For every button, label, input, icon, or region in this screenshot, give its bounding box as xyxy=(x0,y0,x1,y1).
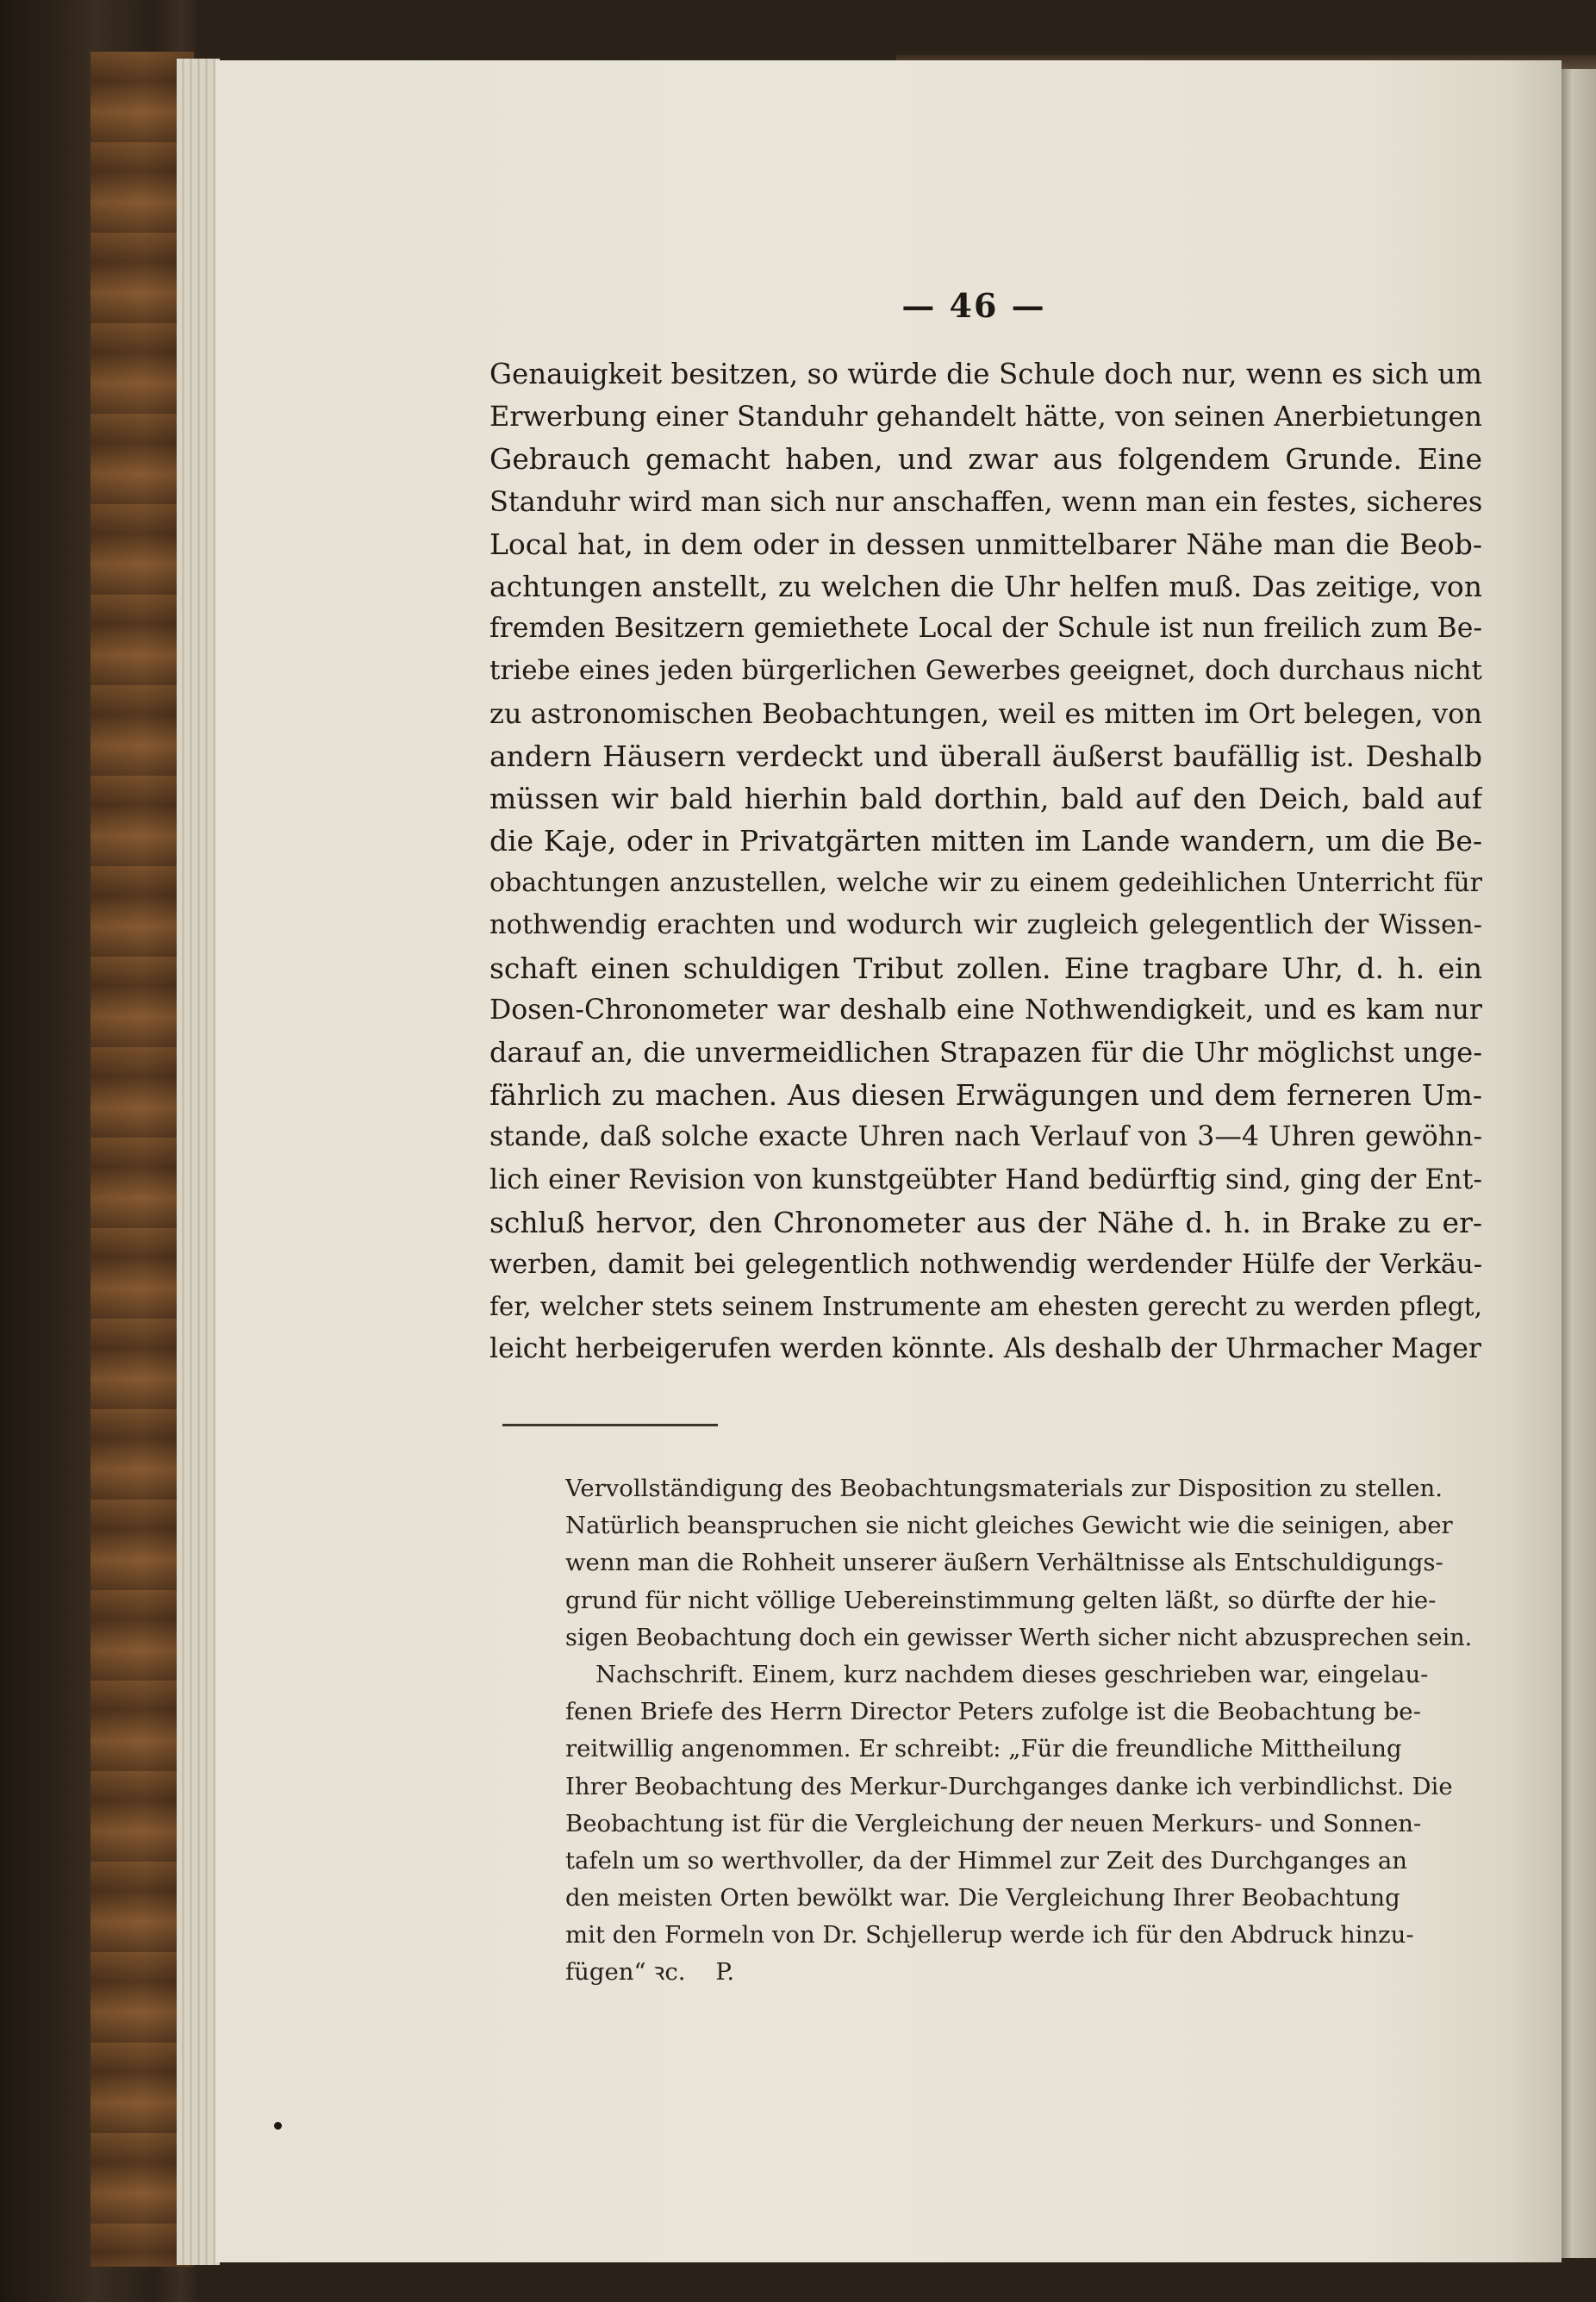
footnote-line: fügen“ ꝛc. P. xyxy=(565,1958,735,1987)
footnote-rule xyxy=(502,1424,718,1426)
footnote-line: mit den Formeln von Dr. Schjellerup werde ich für den Abdruck hinzu- xyxy=(565,1921,1414,1950)
body-line: Dosen-Chronometer war deshalb eine Nothwendigkeit, und es kam nur xyxy=(489,994,1482,1026)
body-line: lich einer Revision von kunstgeübter Hand bedürftig sind, ging der Ent- xyxy=(489,1163,1482,1195)
footnote-line: reitwillig angenommen. Er schreibt: „Für die freundliche Mittheilung xyxy=(565,1735,1402,1763)
footnote-line: Vervollständigung des Beobachtungsmaterials zur Disposition zu stellen. xyxy=(565,1475,1443,1502)
body-line: die Kaje, oder in Privatgärten mitten im Lande wandern, um die Be- xyxy=(489,824,1482,858)
body-line: nothwendig erachten und wodurch wir zugleich gelegentlich der Wissen- xyxy=(489,910,1482,941)
body-line: Local hat, in dem oder in dessen unmittelbarer Nähe man die Beob- xyxy=(489,527,1482,561)
body-line: andern Häusern verdeckt und überall äußerst baufällig ist. Deshalb xyxy=(489,739,1482,773)
body-line: stande, daß solche exacte Uhren nach Verlauf von 3—4 Uhren gewöhn- xyxy=(489,1121,1482,1153)
body-line: fer, welcher stets seinem Instrumente am ehesten gerecht zu werden pflegt, xyxy=(489,1292,1482,1322)
footnote-line: Ihrer Beobachtung des Merkur-Durchganges danke ich verbindlichst. Die xyxy=(565,1772,1453,1800)
body-line: schaft einen schuldigen Tribut zollen. Eine tragbare Uhr, d. h. ein xyxy=(489,951,1482,985)
body-line: darauf an, die unvermeidlichen Strapazen für die Uhr möglichst unge- xyxy=(489,1036,1482,1069)
facing-page-edge xyxy=(1562,69,1596,2258)
body-line: fremden Besitzern gemiethete Local der Schule ist nun freilich zum Be- xyxy=(489,613,1482,645)
body-line: schluß hervor, den Chronometer aus der Nähe d. h. in Brake zu er- xyxy=(489,1205,1482,1239)
body-line: Standuhr wird man sich nur anschaffen, wenn man ein festes, sicheres xyxy=(489,484,1482,518)
body-line: werben, damit bei gelegentlich nothwendig werdender Hülfe der Verkäu- xyxy=(489,1249,1482,1280)
body-line: Gebrauch gemacht haben, und zwar aus folgendem Grunde. Eine xyxy=(489,442,1482,477)
footnote-line: fenen Briefe des Herrn Director Peters zufolge ist die Beobachtung be- xyxy=(565,1698,1421,1726)
footnote-line: Beobachtung ist für die Vergleichung der neuen Merkurs- und Sonnen- xyxy=(565,1809,1422,1837)
footnote-line: tafeln um so werthvoller, da der Himmel zur Zeit des Durchganges an xyxy=(565,1846,1407,1875)
body-line: triebe eines jeden bürgerlichen Gewerbes geeignet, doch durchaus nicht xyxy=(489,655,1482,687)
footnote-line: grund für nicht völlige Uebereinstimmung gelten läßt, so dürfte der hie- xyxy=(565,1586,1437,1614)
body-line: zu astronomischen Beobachtungen, weil es mitten im Ort belegen, von xyxy=(489,696,1482,730)
footnote-line: Nachschrift. Einem, kurz nachdem dieses geschrieben war, eingelau- xyxy=(565,1660,1429,1688)
footnote xyxy=(565,1470,1475,1992)
ink-spot xyxy=(274,2122,282,2130)
body-text xyxy=(489,353,1482,1371)
footnote-line: Natürlich beanspruchen sie nicht gleiches Gewicht wie die seinigen, aber xyxy=(565,1512,1453,1540)
page-edges xyxy=(177,59,220,2265)
footnote-line: wenn man die Rohheit unserer äußern Verhältnisse als Entschuldigungs- xyxy=(565,1549,1443,1577)
page-number: — 46 — xyxy=(901,286,1046,325)
body-line: Genauigkeit besitzen, so würde die Schule doch nur, wenn es sich um xyxy=(489,358,1482,390)
body-line: fährlich zu machen. Aus diesen Erwägungen und dem ferneren Um- xyxy=(489,1078,1482,1113)
body-line: Erwerbung einer Standuhr gehandelt hätte, von seinen Anerbietungen xyxy=(489,400,1482,434)
body-line: müssen wir bald hierhin bald dorthin, bald auf den Deich, bald auf xyxy=(489,781,1482,815)
body-line: leicht herbeigerufen werden könnte. Als deshalb der Uhrmacher Mager xyxy=(489,1333,1481,1365)
footnote-line: den meisten Orten bewölkt war. Die Vergleichung Ihrer Beobachtung xyxy=(565,1884,1400,1912)
body-line: obachtungen anzustellen, welche wir zu einem gedeihlichen Unterricht für xyxy=(489,868,1482,899)
body-line: achtungen anstellt, zu welchen die Uhr helfen muß. Das zeitige, von xyxy=(489,569,1482,603)
footnote-line: sigen Beobachtung doch ein gewisser Werth sicher nicht abzusprechen sein. xyxy=(565,1624,1473,1651)
